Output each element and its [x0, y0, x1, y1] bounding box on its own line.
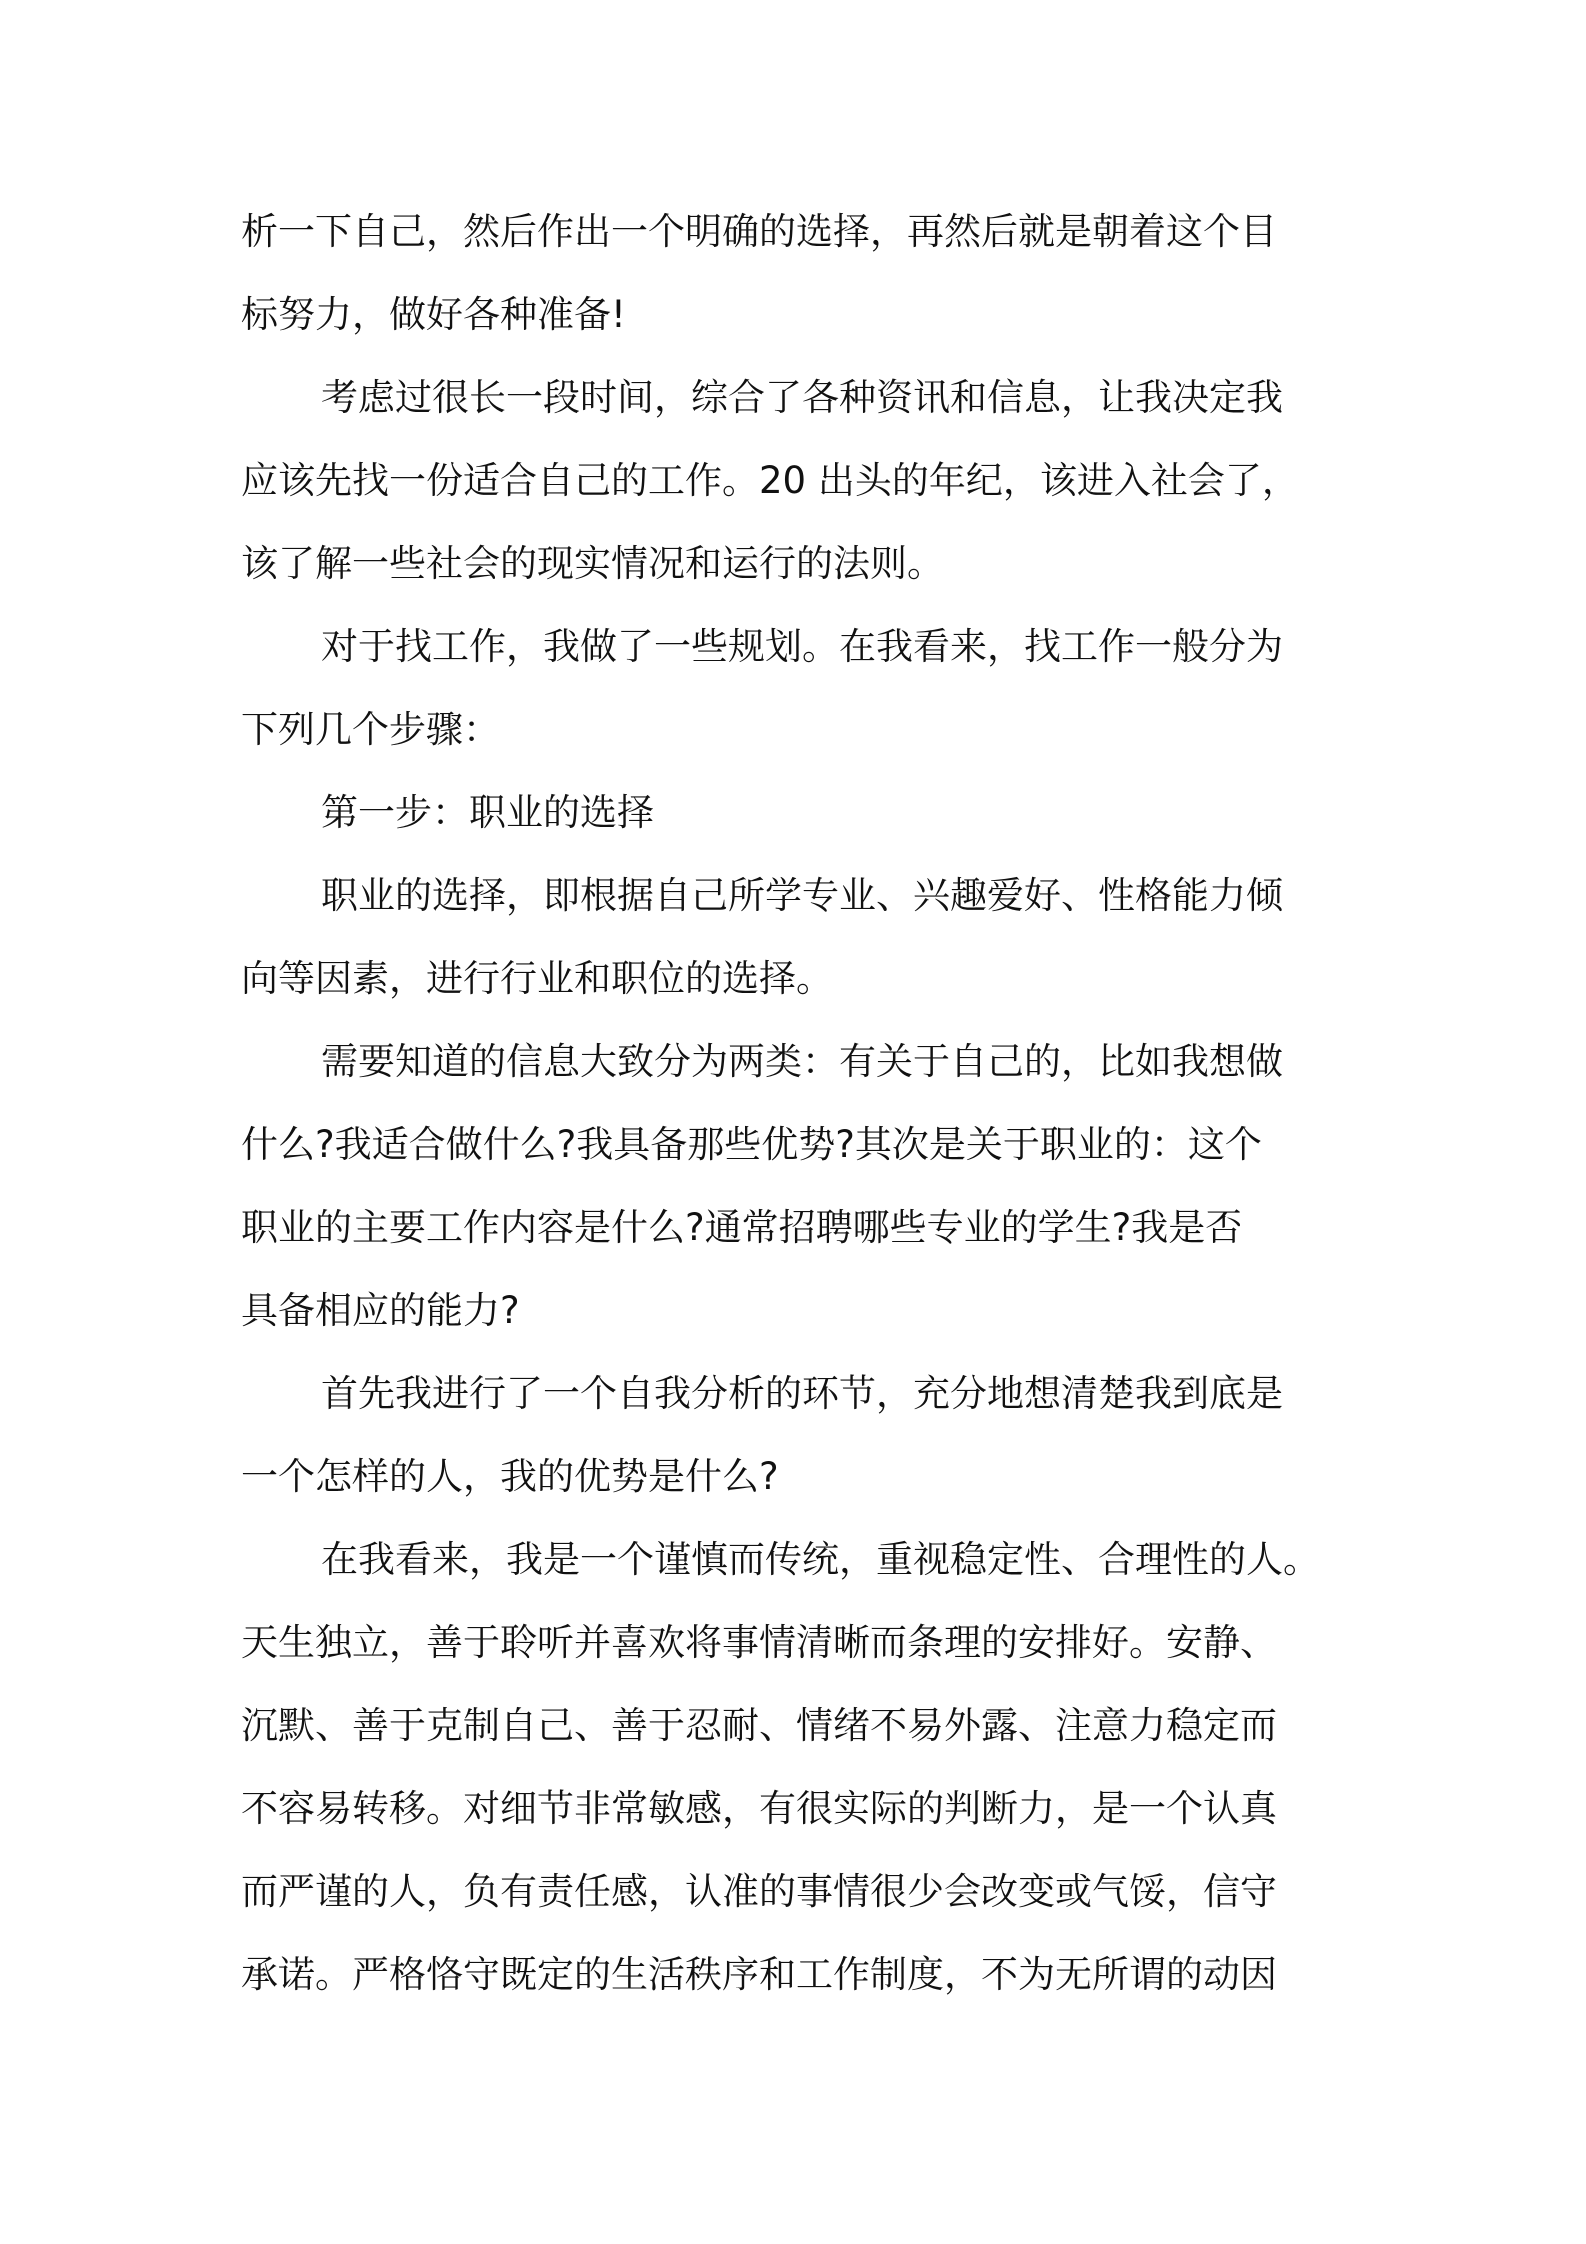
- text-line: 对于找工作，我做了一些规划。在我看来，找工作一般分为: [321, 625, 1283, 668]
- paragraph-2: [241, 356, 1351, 605]
- text-line: 沉默、善于克制自己、善于忍耐、情绪不易外露、注意力稳定而: [241, 1704, 1277, 1747]
- text-line: 天生独立，善于聆听并喜欢将事情清晰而条理的安排好。安静、: [241, 1621, 1277, 1664]
- text-line: 一个怎样的人，我的优势是什么?: [241, 1455, 779, 1498]
- text-line: 析一下自己，然后作出一个明确的选择，再然后就是朝着这个目: [241, 210, 1277, 253]
- paragraph-5: [241, 854, 1351, 1020]
- paragraph-1: [241, 190, 1351, 356]
- section-heading: [241, 771, 1351, 854]
- step-heading: 第一步：职业的选择: [321, 791, 654, 834]
- text-line: 具备相应的能力?: [241, 1289, 520, 1332]
- text-line: 什么?我适合做什么?我具备那些优势?其次是关于职业的：这个: [241, 1123, 1262, 1166]
- paragraph-7: [241, 1352, 1351, 1518]
- body-text: [241, 190, 1351, 2016]
- text-line: 下列几个步骤：: [241, 708, 500, 751]
- text-line: 需要知道的信息大致分为两类：有关于自己的，比如我想做: [321, 1040, 1283, 1083]
- paragraph-8: [241, 1518, 1351, 2016]
- text-line: 考虑过很长一段时间，综合了各种资讯和信息，让我决定我: [321, 376, 1283, 419]
- paragraph-3: [241, 605, 1351, 771]
- text-line: 在我看来，我是一个谨慎而传统，重视稳定性、合理性的人。: [321, 1538, 1320, 1581]
- text-line: 向等因素，进行行业和职位的选择。: [241, 957, 833, 1000]
- text-line: 而严谨的人，负有责任感，认准的事情很少会改变或气馁，信守: [241, 1870, 1277, 1913]
- text-line: 职业的选择，即根据自己所学专业、兴趣爱好、性格能力倾: [321, 874, 1283, 917]
- paragraph-6: [241, 1020, 1351, 1352]
- text-line: 首先我进行了一个自我分析的环节，充分地想清楚我到底是: [321, 1372, 1283, 1415]
- text-line: 职业的主要工作内容是什么?通常招聘哪些专业的学生?我是否: [241, 1206, 1243, 1249]
- text-line: 标努力，做好各种准备!: [241, 293, 626, 336]
- text-line: 不容易转移。对细节非常敏感，有很实际的判断力，是一个认真: [241, 1787, 1277, 1830]
- text-line: 该了解一些社会的现实情况和运行的法则。: [241, 542, 944, 585]
- text-line: 应该先找一份适合自己的工作。20 出头的年纪，该进入社会了，: [241, 459, 1299, 502]
- text-line: 承诺。严格恪守既定的生活秩序和工作制度，不为无所谓的动因: [241, 1953, 1277, 1996]
